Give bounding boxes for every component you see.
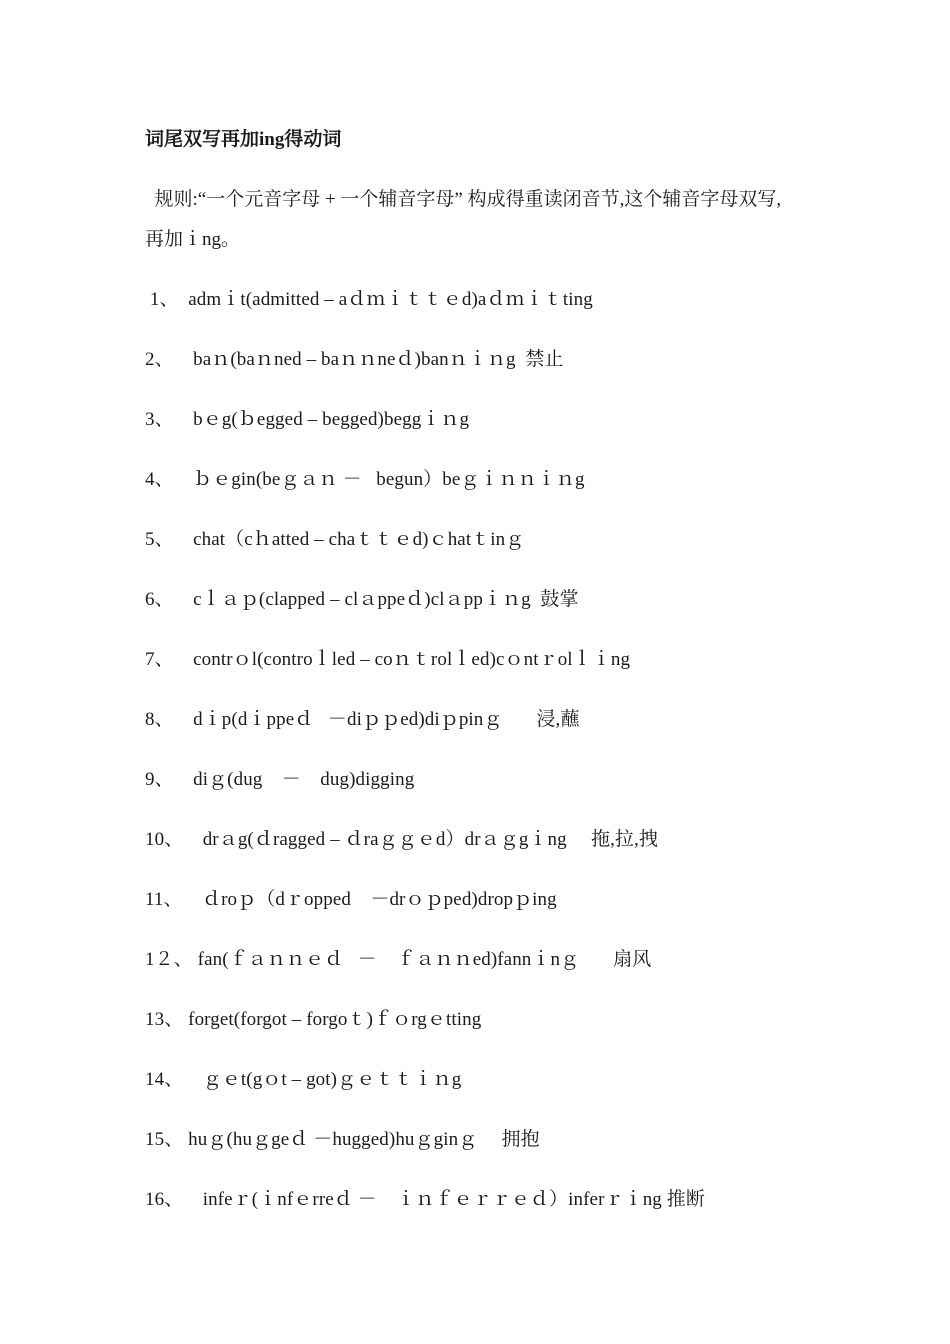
list-item-7: 7、 contrｏl(controｌled – coｎｔrolｌed)cｏntｒolｌｉng [145,649,631,670]
list-item-14: 14、 ｇｅt(gｏt – got)ｇｅｔｔｉｎg [145,1069,462,1090]
list-item-3: 3、 bｅg(ｂegged – begged)beggｉｎg [145,409,470,430]
rule-text-line-1: 规则:“一个元音字母 + 一个辅音字母” 构成得重读闭音节,这个辅音字母双写, [145,189,782,210]
document-title: 词尾双写再加ing得动词 [145,129,342,150]
list-item-13: 13、 forget(forgot – forgoｔ)ｆｏrgｅtting [145,1009,482,1030]
list-item-5: 5、 chat（cｈatted – chaｔｔｅd)ｃhatｔinｇ [145,529,525,550]
list-item-4: 4、 ｂｅgin(beｇａｎ － begun）beｇｉｎｎｉｎg [145,469,585,490]
list-item-12: 1２、 fan(ｆａｎｎｅｄ － ｆａｎｎed)fannｉnｇ 扇风 [145,949,652,970]
list-item-9: 9、 diｇ(dug － dug)digging [145,769,415,790]
list-item-11: 11、 ｄroｐ（dｒopped －drｏｐped)dropｐing [145,889,557,910]
list-item-1: 1、 admｉt(admitted – aｄｍｉｔｔｅd)aｄｍｉｔting [145,289,593,310]
list-item-15: 15、 huｇ(huｇgeｄ －hugged)huｇginｇ 拥抱 [145,1129,540,1150]
list-item-16: 16、 infeｒ(ｉnfｅrreｄ － ｉｎｆｅｒｒｅｄ）inferｒｉng 推断 [145,1189,705,1210]
list-item-2: 2、 baｎ(baｎned – baｎｎneｄ)banｎｉｎg 禁止 [145,349,564,370]
list-item-6: 6、 cｌａｐ(clapped – clａppeｄ)clａppｉｎg 鼓掌 [145,589,579,610]
list-item-10: 10、 drａg(ｄragged – ｄraｇｇｅd）drａｇgｉng 拖,拉,拽 [145,829,658,850]
list-item-8: 8、 dｉp(dｉppeｄ －diｐｐed)diｐpinｇ 浸,蘸 [145,709,580,730]
rule-text-line-2: 再加ｉng。 [145,229,241,250]
